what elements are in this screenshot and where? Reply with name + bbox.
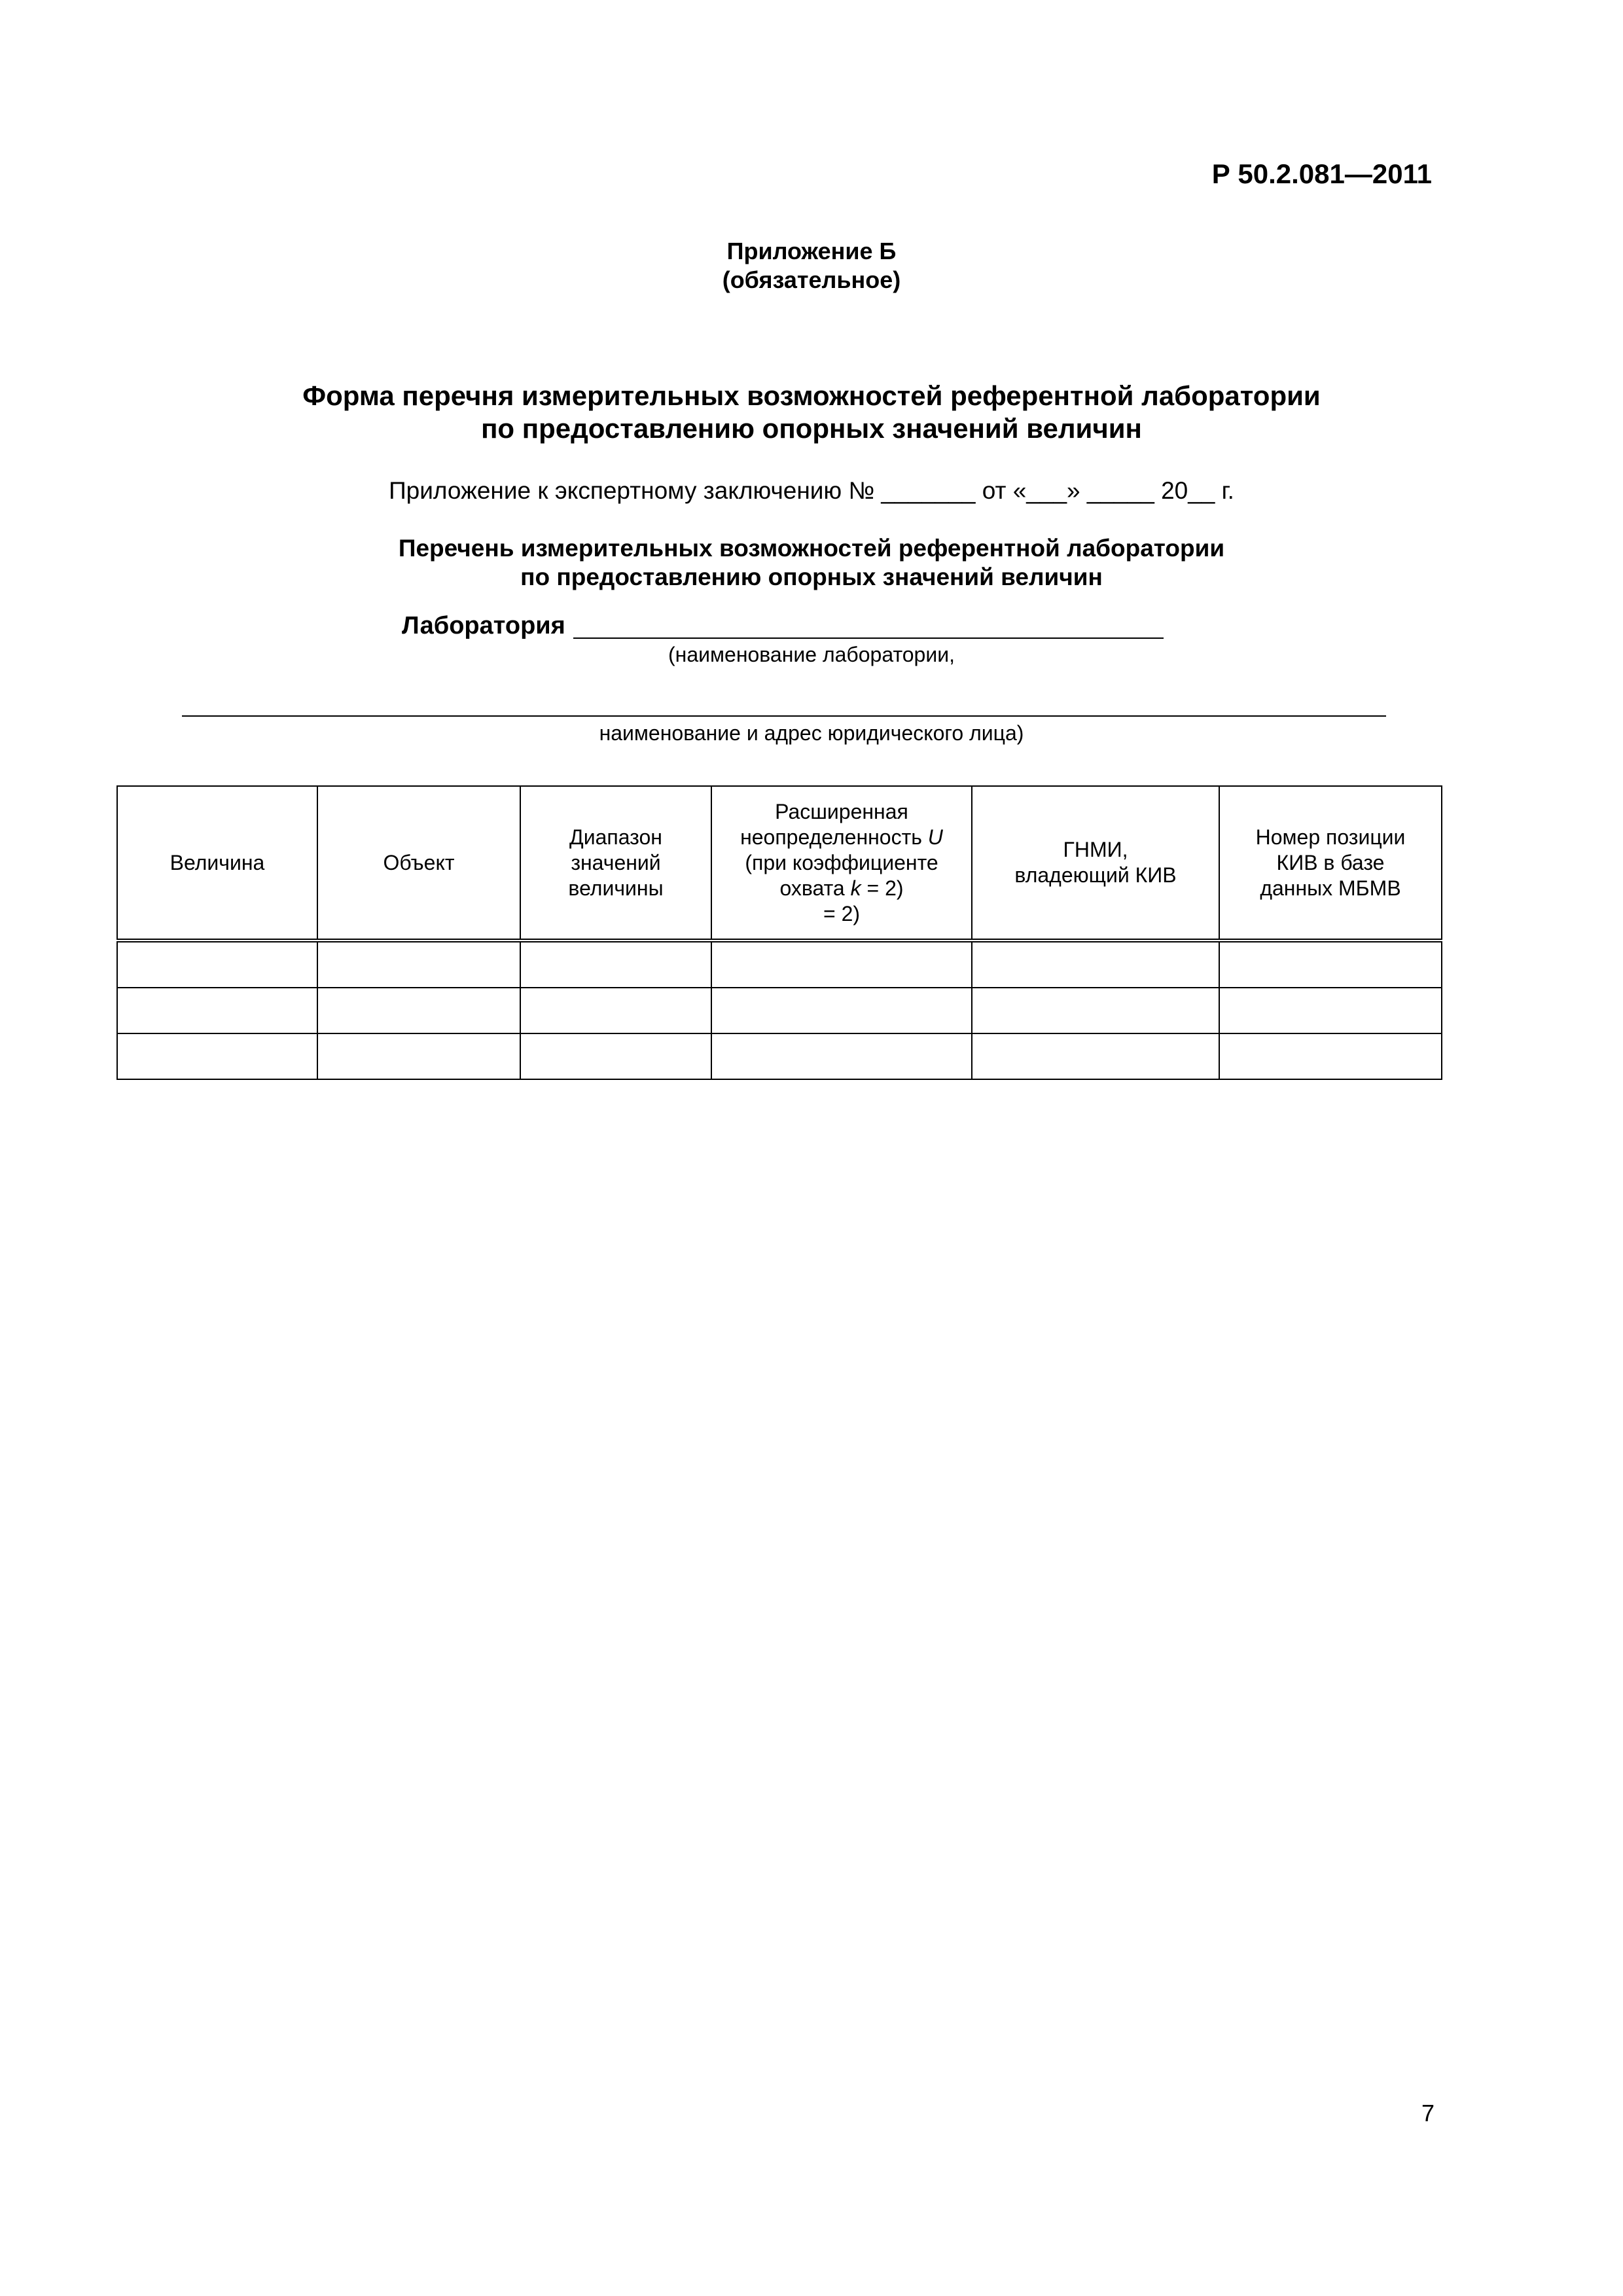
list-title-line-1: Перечень измерительных возможностей референтной лаборатории bbox=[398, 535, 1225, 562]
column-header-line: Номер позиции bbox=[1255, 825, 1406, 849]
column-header-3 bbox=[520, 786, 711, 941]
form-title bbox=[0, 380, 1623, 445]
form-title-line-1: Форма перечня измерительных возможностей референтной лаборатории bbox=[302, 380, 1321, 411]
laboratory-label: Лаборатория bbox=[402, 612, 565, 639]
laboratory-caption: (наименование лаборатории, bbox=[668, 643, 955, 666]
italic-symbol: U bbox=[927, 825, 943, 849]
column-header-line: Расширенная bbox=[775, 799, 908, 823]
column-header-line: Диапазон bbox=[569, 825, 662, 849]
page-number: 7 bbox=[1421, 2100, 1435, 2126]
column-header-line: данных МБМВ bbox=[1260, 876, 1401, 900]
table-cell[interactable] bbox=[972, 941, 1219, 988]
table-cell[interactable] bbox=[317, 941, 520, 988]
table-cell[interactable] bbox=[117, 941, 317, 988]
column-header-2 bbox=[317, 786, 520, 941]
table-cell[interactable] bbox=[1219, 1033, 1442, 1079]
table-cell[interactable] bbox=[317, 988, 520, 1033]
column-header-line: (при коэффициенте bbox=[745, 850, 938, 874]
column-header-line: Объект bbox=[383, 850, 455, 874]
column-header-1 bbox=[117, 786, 317, 941]
table-header-row bbox=[117, 786, 1442, 941]
table-cell[interactable] bbox=[972, 988, 1219, 1033]
appendix-heading bbox=[0, 237, 1623, 295]
column-header-line: владеющий КИВ bbox=[1014, 863, 1177, 887]
table-row bbox=[117, 941, 1442, 988]
table-cell[interactable] bbox=[1219, 941, 1442, 988]
table-cell[interactable] bbox=[520, 1033, 711, 1079]
table-cell[interactable] bbox=[1219, 988, 1442, 1033]
form-title-line-2: по предоставлению опорных значений величин bbox=[481, 413, 1142, 444]
appendix-status: (обязательное) bbox=[722, 266, 901, 293]
italic-symbol: k bbox=[850, 876, 861, 900]
column-header-4 bbox=[711, 786, 972, 941]
appendix-title: Приложение Б bbox=[726, 238, 897, 264]
column-header-line: значений bbox=[571, 850, 661, 874]
table-row bbox=[117, 988, 1442, 1033]
column-header-5 bbox=[972, 786, 1219, 941]
table-cell[interactable] bbox=[117, 988, 317, 1033]
column-header-6 bbox=[1219, 786, 1442, 941]
table-row bbox=[117, 1033, 1442, 1079]
table-body bbox=[117, 941, 1442, 1079]
legal-entity-line[interactable] bbox=[182, 715, 1386, 717]
laboratory-name-line[interactable] bbox=[573, 637, 1164, 639]
document-number: Р 50.2.081—2011 bbox=[1211, 158, 1432, 189]
column-header-line: величины bbox=[568, 876, 664, 900]
legal-entity-caption: наименование и адрес юридического лица) bbox=[599, 721, 1024, 745]
column-header-line: охвата k = 2) bbox=[779, 876, 904, 900]
column-header-line: = 2) bbox=[823, 901, 861, 925]
table-cell[interactable] bbox=[520, 988, 711, 1033]
list-title bbox=[0, 534, 1623, 592]
table-cell[interactable] bbox=[117, 1033, 317, 1079]
table-cell[interactable] bbox=[711, 988, 972, 1033]
table-cell[interactable] bbox=[711, 941, 972, 988]
column-header-line: Величина bbox=[169, 850, 265, 874]
laboratory-field bbox=[402, 611, 565, 640]
list-title-line-2: по предоставлению опорных значений величин bbox=[520, 564, 1103, 590]
column-header-line: ГНМИ, bbox=[1063, 838, 1128, 861]
column-header-line: КИВ в базе bbox=[1276, 850, 1385, 874]
table-cell[interactable] bbox=[520, 941, 711, 988]
appendix-reference: Приложение к экспертному заключению № _______ от «___» _____ 20__ г. bbox=[389, 477, 1234, 504]
capabilities-table bbox=[116, 785, 1442, 1080]
table-cell[interactable] bbox=[972, 1033, 1219, 1079]
table-cell[interactable] bbox=[711, 1033, 972, 1079]
column-header-line: неопределенность U bbox=[740, 825, 943, 849]
table-cell[interactable] bbox=[317, 1033, 520, 1079]
